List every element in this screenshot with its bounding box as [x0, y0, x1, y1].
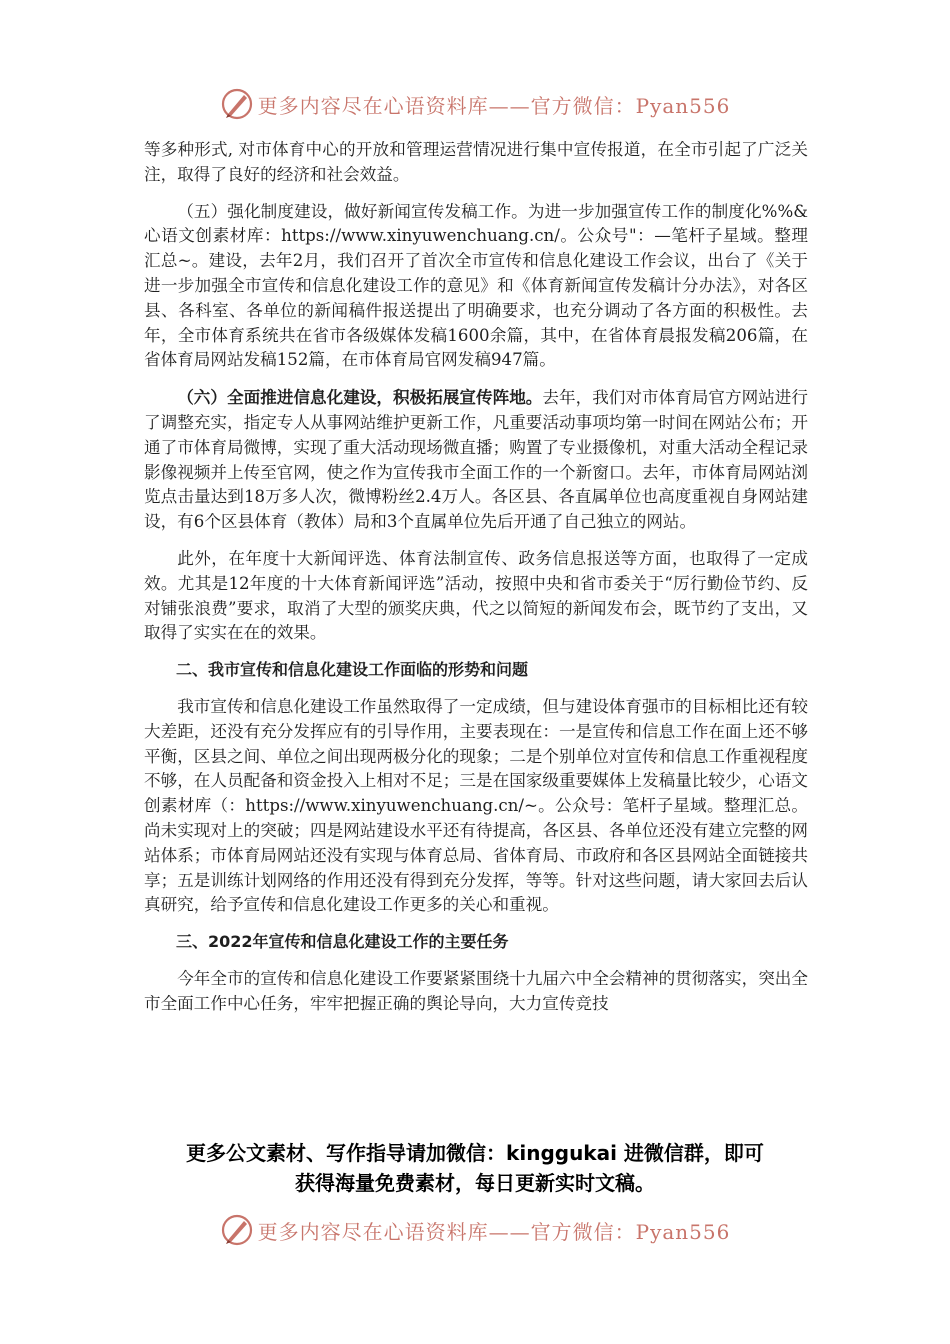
footer-banner — [0, 1210, 950, 1250]
paragraph: 我市宣传和信息化建设工作虽然取得了一定成绩，但与建设体育强市的目标相比还有较大差距，还没有充分发挥应有的引导作用，主要表现在：一是宣传和信息工作在面上还不够平衡，区县之间、单位之间出现两极分化的现象；二是个别单位对宣传和信息工作重视程度不够，在人员配备和资金投入上相对不足；三是在国家级重要媒体上发稿量比较少，心语文创素材库（：https://www.xinyuwenchuang.cn/~。公众号：笔杆子星域。整理汇总。尚未实现对上的突破；四是网站建设水平还有待提高，各区县、各单位还没有建立完整的网站体系；市体育局网站还没有实现与体育总局、省体育局、市政府和各区县网站全面链接共享；五是训练计划网络的作用还没有得到充分发挥，等等。针对这些问题，请大家回去后认真研究，给予宣传和信息化建设工作更多的关心和重视。 — [144, 696, 808, 915]
paragraph-lead: （六）全面推进信息化建设，积极拓展宣传阵地。 — [177, 387, 543, 408]
section-heading: 二、我市宣传和信息化建设工作面临的形势和问题 — [176, 660, 529, 680]
paragraph: （五）强化制度建设，做好新闻宣传发稿工作。为进一步加强宣传工作的制度化%%&心语文创素材库：https://www.xinyuwenchuang.cn/。公众号"：—笔杆子星域。整理汇总~。建设，去年2月，我们召开了首次全市宣传和信息化建设工作会议，出台了《关于进一步加强全市宣传和信息化建设工作的意见》和《体育新闻宣传发稿计分办法》，对各区县、各科室、各单位的新闻稿件报送提出了明确要求，也充分调动了各方面的积极性。去年，全市体育系统共在省市各级媒体发稿1600余篇，其中，在省体育晨报发稿206篇，在省体育局网站发稿152篇，在市体育局官网发稿947篇。 — [144, 201, 808, 370]
pen-logo-icon — [220, 87, 254, 121]
paragraph: 今年全市的宣传和信息化建设工作要紧紧围绕十九届六中全会精神的贯彻落实，突出全市全面工作中心任务，牢牢把握正确的舆论导向，大力宣传竞技 — [144, 968, 808, 1013]
promo-line: 获得海量免费素材，每日更新实时文稿。 — [295, 1171, 655, 1195]
promo-line: 更多公文素材、写作指导请加微信：kinggukai 进微信群，即可 — [186, 1141, 764, 1165]
paragraph: 等多种形式, 对市体育中心的开放和管理运营情况进行集中宣传报道，在全市引起了广泛关注，取得了良好的经济和社会效益。 — [144, 140, 808, 184]
section-heading: 三、2022年宣传和信息化建设工作的主要任务 — [176, 932, 509, 952]
document-body — [144, 138, 808, 1029]
paragraph — [144, 385, 808, 535]
banner-text: 更多内容尽在心语资料库——官方微信：Pyan556 — [257, 1219, 731, 1244]
paragraph-body: 去年，我们对市体育局官方网站进行了调整充实，指定专人从事网站维护更新工作，凡重要活动事项均第一时间在网站公布；开通了市体育局微博，实现了重大活动现场微直播；购置了专业摄像机，对重大活动全程记录影像视频并上传至官网，使之作为宣传我市全面工作的一个新窗口。去年，市体育局网站浏览点击量达到18万多人次，微博粉丝2.4万人。各区县、各直属单位也高度重视自身网站建设，有6个区县体育（教体）局和3个直属单位先后开通了自己独立的网站。 — [144, 388, 809, 532]
pen-logo-icon — [220, 1213, 254, 1247]
banner-text: 更多内容尽在心语资料库——官方微信：Pyan556 — [257, 93, 731, 118]
paragraph: 此外，在年度十大新闻评选、体育法制宣传、政务信息报送等方面，也取得了一定成效。尤其是12年度的十大体育新闻评选”活动，按照中央和省市委关于“厉行勤俭节约、反对铺张浪费”要求，取消了大型的颁奖庆典，代之以简短的新闻发布会，既节约了支出，又取得了实实在在的效果。 — [144, 548, 808, 643]
header-banner — [0, 84, 950, 124]
promo-notice — [150, 1138, 800, 1198]
